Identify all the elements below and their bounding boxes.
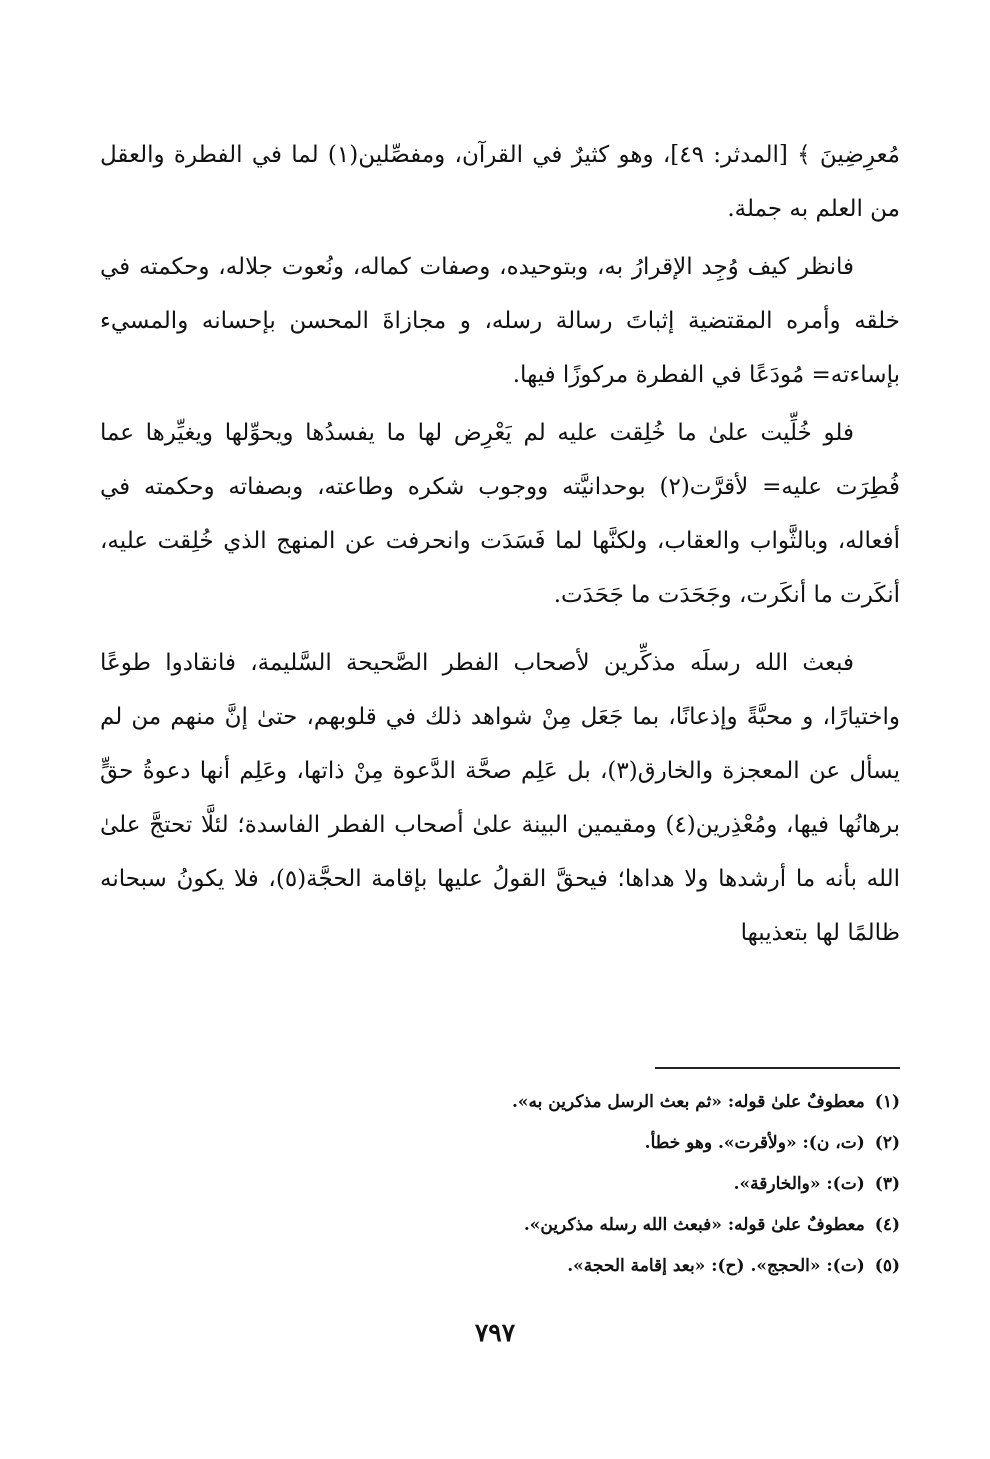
footnote-number: (٤) bbox=[874, 1215, 900, 1235]
footnote-number: (٣) bbox=[874, 1174, 900, 1194]
paragraph-2: فانظر كيف وُجِد الإقرارُ به، وبتوحيده، وصفات كماله، ونُعوت جلاله، وحكمته في خلقه وأمره المقتضية إثباتَ رسالة رسله، و مجازاةَ المحسن بإحسانه والمسيء بإساءته= مُودَعًا في الفطرة مركوزًا فيها. bbox=[100, 254, 900, 388]
footnote-text: (ت، ن): «ولأقرت». وهو خطأ. bbox=[644, 1133, 865, 1153]
footnote-number: (١) bbox=[874, 1092, 900, 1112]
page-number: ٧٩٧ bbox=[474, 1318, 516, 1347]
paragraph-4: فبعث الله رسلَه مذكِّرين لأصحاب الفطر الصَّحيحة السَّليمة، فانقادوا طوعًا واختيارًا، و محبَّةً وإذعانًا، بما جَعَل مِنْ شواهد ذلك في قلوبهم، حتىٰ إنَّ منهم من لم يسأل عن المعجزة والخارق(٣)، بل عَلِم صحَّة الدَّعوة مِنْ ذاتها، وعَلِم أنها دعوةُ حقٍّ برهانُها فيها، ومُعْذِرين(٤) ومقيمين البينة علىٰ أصحاب الفطر الفاسدة؛ لئلَّا تحتجَّ علىٰ الله بأنه ما أرشدها ولا هداها؛ فيحقَّ القولُ عليها بإقامة الحجَّة(٥)، فلا يكونُ سبحانه ظالمًا لها بتعذيبها bbox=[100, 650, 901, 946]
footnotes bbox=[300, 1082, 900, 1287]
footnote-separator bbox=[655, 1067, 900, 1069]
footnote-text: معطوفٌ علىٰ قوله: «ثم بعث الرسل مذكرين به». bbox=[511, 1092, 865, 1112]
footnote-text: (ت): «الحجج». (ح): «بعد إقامة الحجة». bbox=[567, 1256, 865, 1276]
paragraph-1: مُعرِضِينَ ﴾ [المدثر: ٤٩]، وهو كثيرٌ في القرآن، ومفصِّلين(١) لما في الفطرة والعقل من العلم به جملة. bbox=[100, 142, 900, 222]
footnote-5 bbox=[300, 1246, 900, 1287]
footnote-number: (٥) bbox=[874, 1256, 900, 1276]
footnote-text: معطوفٌ علىٰ قوله: «فبعث الله رسله مذكرين». bbox=[523, 1215, 865, 1235]
footnote-3 bbox=[300, 1164, 900, 1205]
paragraph-gap bbox=[100, 622, 900, 636]
footnote-1 bbox=[300, 1082, 900, 1123]
footnote-text: (ت): «والخارقة». bbox=[733, 1174, 865, 1194]
footnote-number: (٢) bbox=[874, 1133, 900, 1153]
footnote-2 bbox=[300, 1123, 900, 1164]
main-text bbox=[100, 128, 900, 960]
paragraph-3: فلو خُلِّيت علىٰ ما خُلِقت عليه لم يَعْرِض لها ما يفسدُها ويحوِّلها ويغيِّرها عما فُطِرَت عليه= لأقرَّت(٢) بوحدانيَّته ووجوب شكره وطاعته، وبصفاته وحكمته في أفعاله، وبالثَّواب والعقاب، ولكنَّها لما فَسَدَت وانحرفت عن المنهج الذي خُلِقت عليه، أنكَرت ما أنكَرت، وجَحَدَت ما جَحَدَت. bbox=[100, 420, 900, 608]
footnote-4 bbox=[300, 1205, 900, 1246]
